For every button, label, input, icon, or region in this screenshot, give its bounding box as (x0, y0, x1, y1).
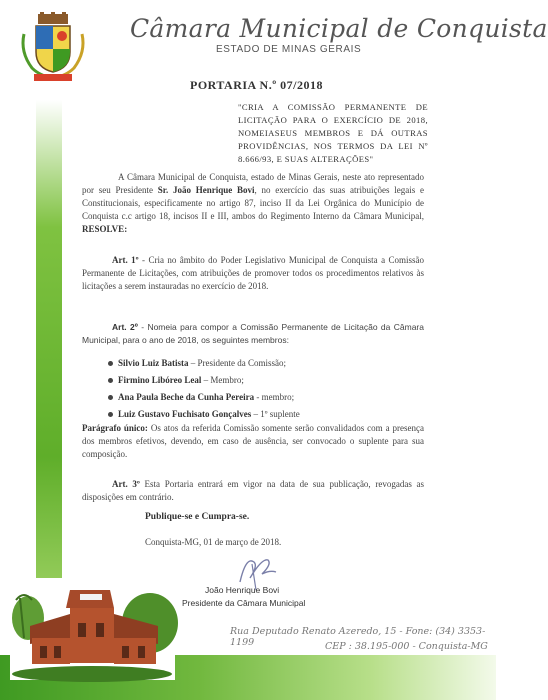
intro-paragraph (82, 171, 424, 236)
signer-name: João Henrique Bovi (205, 585, 280, 595)
members-list (118, 355, 300, 423)
member-role: – 1º suplente (251, 409, 300, 419)
member-role: – Membro; (201, 375, 244, 385)
portaria-ementa: "CRIA A COMISSÃO PERMANENTE DE LICITAÇÃO PARA O EXERCÍCIO DE 2018, NOMEIASEUS MEMBROS E DÁ OUTRAS PROVIDÊNCIAS, NOS TERMOS DA LEI Nº 8.666/93, E SUAS ALTERAÇÕES" (238, 102, 428, 164)
article-3-text: Esta Portaria entrará em vigor na data de sua publicação, revogadas as disposições em contrário. (82, 479, 424, 502)
president-name: Sr. João Henrique Bovi (157, 185, 255, 195)
article-3-label: Art. 3º (112, 479, 140, 489)
member-name: Firmino Libóreo Leal (118, 375, 202, 385)
institution-subtitle: ESTADO DE MINAS GERAIS (216, 44, 362, 55)
article-2 (82, 321, 424, 347)
article-1-label: Art. 1º (112, 255, 139, 265)
building-photo (10, 578, 175, 680)
document-date: Conquista-MG, 01 de março de 2018. (145, 537, 282, 547)
sole-paragraph (82, 422, 424, 461)
article-3 (82, 478, 424, 504)
footer-cep: CEP : 38.195-000 - Conquista-MG (325, 641, 488, 652)
footer-address: Rua Deputado Renato Azeredo, 15 - Fone: (34) 3353-1199 (230, 626, 486, 648)
member-role: - membro; (254, 392, 295, 402)
sole-paragraph-label: Parágrafo único: (82, 423, 148, 433)
article-1 (82, 254, 424, 293)
member-role: – Presidente da Comissão; (188, 358, 287, 368)
green-sidebar-stripe (36, 100, 62, 610)
coat-of-arms-icon (18, 12, 88, 84)
publish-statement: Publique-se e Cumpra-se. (145, 512, 250, 522)
member-name: Silvio Luiz Batista (118, 358, 189, 368)
portaria-number: PORTARIA N.º 07/2018 (190, 78, 323, 92)
member-name: Luiz Gustavo Fuchisato Gonçalves (118, 409, 252, 419)
list-item (118, 406, 300, 423)
signer-role: Presidente da Câmara Municipal (182, 598, 306, 608)
article-2-label: Art. 2º (112, 322, 138, 332)
intro-text-1: A Câmara Municipal de Conquista, estado de Minas Gerais, neste ato representado por seu Presidente (82, 172, 424, 195)
list-item (118, 355, 300, 372)
sole-paragraph-text: Os atos da referida Comissão somente serão convalidados com a presença dos membros efetivos, devendo, em caso de ausência, ser convocado o suplente para sua composição. (82, 423, 424, 459)
article-1-text: - Cria no âmbito do Poder Legislativo Municipal de Conquista a Comissão Permanente de Licitações, com atribuições de promover todos os procedimentos relativos às licitações a serem instauradas no exercício de 2018. (82, 255, 424, 291)
resolve-keyword: RESOLVE: (82, 224, 128, 234)
article-2-text: - Nomeia para compor a Comissão Permanente de Licitação da Câmara Municipal, para o ano de 2018, os seguintes membros: (82, 322, 424, 345)
member-name: Ana Paula Beche da Cunha Pereira (118, 392, 255, 402)
intro-text-2: , no exercício das suas atribuições legais e Constitucionais, especificamente no artigo 87, inciso II da Lei Orgânica do Município de Conquista c.c artigo 18, incisos II e III, ambos do Regimento Interno da Câmara Municipal, (82, 185, 424, 221)
list-item (118, 372, 300, 389)
list-item (118, 389, 300, 406)
institution-title: Câmara Municipal de Conquista (130, 14, 548, 43)
